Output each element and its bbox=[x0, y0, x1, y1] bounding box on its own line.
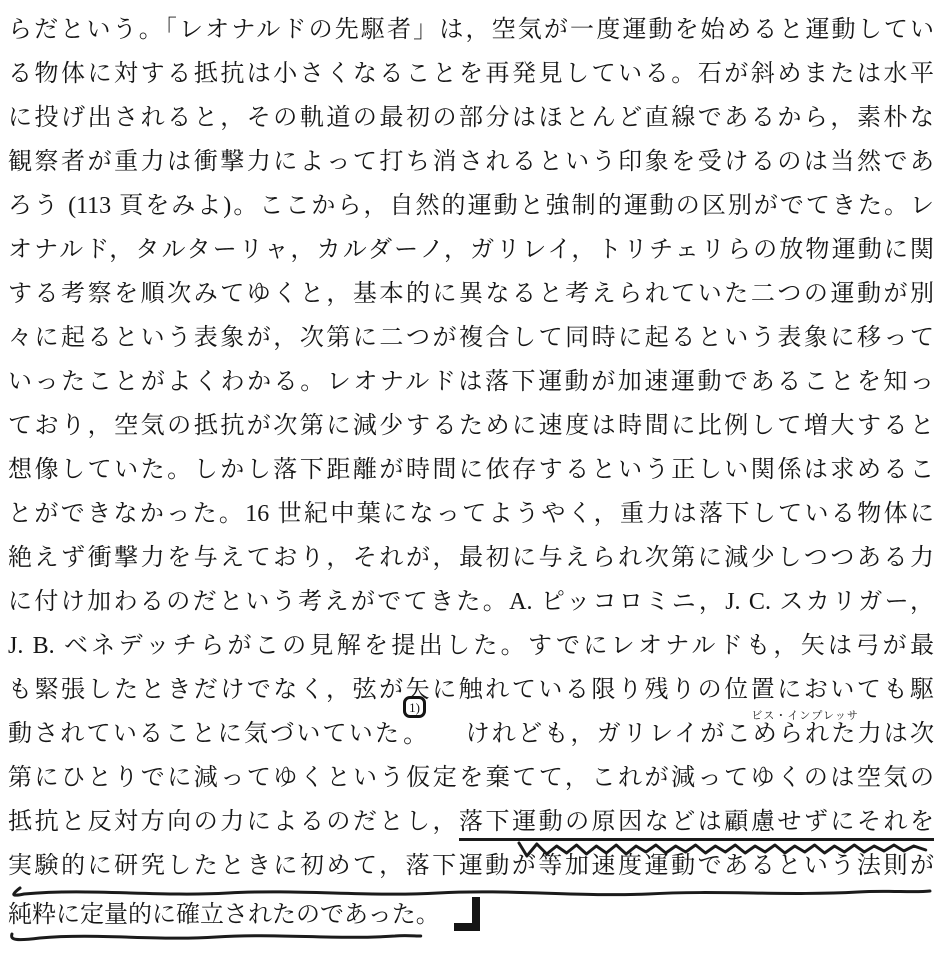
quote-end-mark-icon bbox=[454, 897, 480, 931]
underlined-phrase: 落下運動の原因などは顧慮せずにそれを bbox=[459, 809, 934, 841]
text-line-6: オナルド，タルターリャ，カルダーノ，ガリレイ，トリチェリらの放物運動に関 bbox=[8, 237, 934, 263]
wavy-underline-icon bbox=[8, 928, 425, 944]
text-line-3: に投げ出されると，その軌道の最初の部分はほとんど直線であるから，素朴な bbox=[8, 105, 934, 131]
text-line-14: に付け加わるのだという考えがでてきた。A. ピッコロミニ，J. C. スカリガー， bbox=[8, 589, 934, 615]
text-line-15: J. B. ベネデッチらがこの見解を提出した。すでにレオナルドも，矢は弓が最 bbox=[8, 633, 934, 659]
ruby-annotation-text: ビス・インプレッサ bbox=[751, 710, 859, 722]
text-line-19 bbox=[8, 800, 934, 844]
text-line-21 bbox=[8, 888, 934, 932]
line20-text: 実験的に研究したときに初めて，落下運動が等加速度運動であるという法則が bbox=[8, 853, 934, 879]
text-line-10: ており，空気の抵抗が次第に減少するために速度は時間に比例して増大すると bbox=[8, 413, 934, 439]
text-line-16: も緊張したときだけでなく，弦が矢に触れている限り残りの位置においても駆 bbox=[8, 677, 934, 703]
text-line-2: る物体に対する抵抗は小さくなることを再発見している。石が斜めまたは水平 bbox=[8, 61, 934, 87]
text-line-1: らだという。「レオナルドの先駆者」は，空気が一度運動を始めると運動してい bbox=[8, 17, 934, 43]
text-line-5: ろう (113 頁をみよ)。ここから，自然的運動と強制的運動の区別がでてきた。レ bbox=[8, 193, 934, 219]
text-line-9: いったことがよくわかる。レオナルドは落下運動が加速運動であることを知っ bbox=[8, 369, 934, 395]
footnote-reference bbox=[401, 700, 437, 748]
line17-pre-text: 動されていることに気づいていた bbox=[8, 721, 402, 747]
text-line-17 bbox=[8, 700, 935, 756]
text-line-12: とができなかった。16 世紀中葉になってようやく，重力は落下している物体に bbox=[8, 501, 934, 527]
text-line-8: 々に起るという表象が，次第に二つが複合して同時に起るという表象に移って bbox=[8, 325, 934, 351]
line21-text: 純粋に定量的に確立されたのであった。 bbox=[8, 902, 440, 928]
line17-post-text: は次 bbox=[883, 721, 935, 747]
text-line-20 bbox=[8, 844, 934, 888]
text-line-11: 想像していた。しかし落下距離が時間に依存するという正しい関係は求めるこ bbox=[8, 457, 934, 483]
text-line-4: 観察者が重力は衝撃力によって打ち消されるという印象を受けるのは当然であ bbox=[8, 149, 934, 175]
text-line-13: 絶えず衝撃力を与えており，それが，最初に与えられ次第に減少しつつある力 bbox=[8, 545, 934, 571]
ruby-base-text: こめられた力 bbox=[726, 721, 884, 747]
ruby-annotated-phrase bbox=[726, 710, 884, 747]
text-line-7: する考察を順次みてゆくと，基本的に異なると考えられていた二つの運動が別 bbox=[8, 281, 934, 307]
line17-mid-text: けれども，ガリレイが bbox=[437, 721, 727, 747]
line19-pre-text: 抵抗と反対方向の力によるのだとし， bbox=[8, 809, 459, 835]
footnote-marker-box: 1) bbox=[403, 696, 426, 718]
text-line-18: 第にひとりでに減ってゆくという仮定を棄てて，これが減ってゆくのは空気の bbox=[8, 765, 934, 791]
period-glyph: 。 bbox=[403, 722, 428, 748]
